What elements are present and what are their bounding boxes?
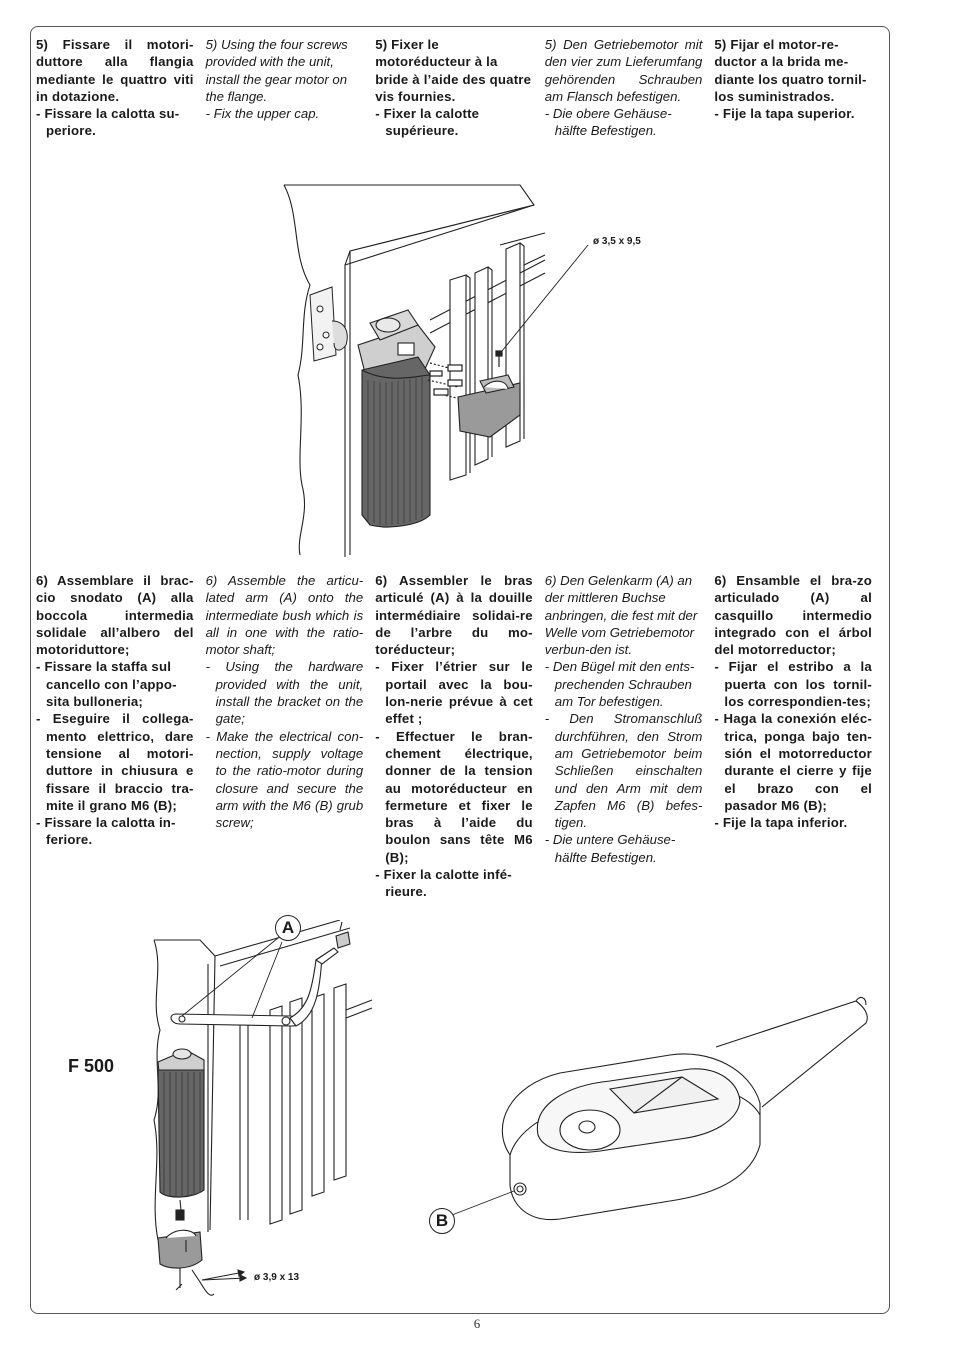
paragraph: - Fixer la calotte supérieure. (375, 106, 480, 139)
paragraph: - Die untere Gehäuse-hälfte Befestigen. (544, 832, 676, 865)
paragraph: - Eseguire il collega-mento elettrico, dare tensione al motori-duttore in chiusura e fissare il braccio tra-mite il grano M6 (B); (36, 711, 194, 813)
step5-english (206, 36, 376, 140)
paragraph: - Fije la tapa superior. (714, 106, 855, 122)
paragraph: - Make the electrical con-nection, supply voltage to the ratio-motor during closure and secure the arm with the M6 (B) grub screw; (205, 728, 364, 831)
callout-b-label: B (435, 1211, 449, 1230)
paragraph: - Effectuer le bran-chement électrique, donner de la tension au motoréducteur en fermeture et fixer le bras à l’aide du boulon sans tête M6 (B); (375, 728, 533, 865)
paragraph: 5) Fixer le motoréducteur à la bride à l’aide des quatre vis fournies. (375, 37, 532, 104)
step5-french (375, 36, 545, 140)
paragraph: 6) Ensamble el bra-zo articulado (A) al casquillo intermedio integrado con el árbol del motorreductor; (714, 573, 872, 658)
step6-german (545, 572, 715, 901)
paragraph: - Fijar el estribo a la puerta con los tornil-los correspondien-tes; (714, 659, 872, 710)
paragraph: - Die obere Gehäuse-hälfte Befestigen. (544, 106, 672, 139)
step6-french (375, 572, 545, 901)
paragraph: - Using the hardware provided with the unit, install the bracket on the gate; (205, 659, 364, 727)
paragraph: - Haga la conexión eléc-trica, ponga bajo ten-sión el motorreductor durante el cierre y fije el brazo con el pasador M6 (B); (714, 711, 872, 813)
step6-text-row (36, 572, 884, 901)
screw-size-label: ø 3,5 x 9,5 (593, 236, 641, 247)
callout-b (429, 1208, 455, 1234)
gearmotor-flange-illustration (270, 175, 710, 565)
paragraph: - Fissare la staffa sul cancello con l’appo-sita bulloneria; (36, 659, 177, 710)
paragraph: - Fixer la calotte infé-rieure. (375, 867, 512, 900)
callout-a-label: A (281, 918, 295, 937)
paragraph: - Fije la tapa inferior. (714, 815, 848, 831)
paragraph: - Den Bügel mit den ents-prechenden Schrauben am Tor befestigen. (544, 659, 695, 710)
paragraph: 5) Fijar el motor-re-ductor a la brida me-diante los quatro tornil-los suministrados. (714, 37, 867, 104)
model-label: F 500 (68, 1056, 115, 1076)
articulated-arm-installation-illustration (140, 920, 440, 1310)
page-number: 6 (473, 1316, 481, 1331)
screw-size-label-lower: ø 3,9 x 13 (254, 1272, 300, 1283)
step5-spanish (714, 36, 884, 140)
paragraph: 5) Fissare il motori-duttore alla flangia mediante le quattro viti in dotazione. (36, 37, 194, 104)
paragraph: - Fixer l’étrier sur le portail avec la bou-lon-nerie prévue à cet effet ; (375, 659, 533, 727)
paragraph: - Fissare la calotta in-feriore. (36, 815, 176, 848)
arm-hub-detail-illustration (420, 985, 890, 1235)
paragraph: - Den Stromanschluß durchführen, den Strom am Getriebemotor beim Schließen einschalten und den Arm mit dem Zapfen M6 (B) befes-tigen. (544, 711, 703, 831)
step5-text-row (36, 36, 884, 140)
step5-german (545, 36, 715, 140)
paragraph: 6) Den Gelenkarm (A) an der mittleren Buchse anbringen, die fest mit der Welle vom Getriebemotor verbun-den ist. (544, 573, 698, 658)
step6-spanish (714, 572, 884, 901)
paragraph: 6) Assembler le bras articulé (A) à la douille intermédiaire solidai-re de l’arbre du mo-toréducteur; (375, 573, 533, 658)
paragraph: - Fix the upper cap. (205, 106, 320, 122)
paragraph: 6) Assemble the articu-lated arm (A) onto the intermediate bush which is all in one with the ratio-motor shaft; (205, 573, 364, 658)
callout-a (275, 915, 301, 941)
paragraph: 5) Using the four screws provided with the unit, install the gear motor on the flange. (205, 37, 348, 104)
step6-english (206, 572, 376, 901)
paragraph: 5) Den Getriebemotor mit den vier zum Lieferumfang gehörenden Schrauben am Flansch befestigen. (544, 37, 703, 104)
step6-italian (36, 572, 206, 901)
step5-italian (36, 36, 206, 140)
paragraph: 6) Assemblare il brac-cio snodato (A) alla boccola intermedia solidale all’albero del motoriduttore; (36, 573, 194, 658)
paragraph: - Fissare la calotta su-periore. (36, 106, 180, 139)
